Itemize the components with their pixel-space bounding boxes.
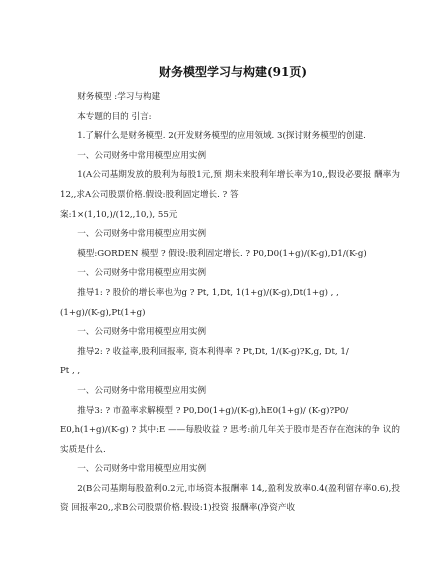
paragraph: 一、公司财务中常用模型应用实例 [77, 385, 207, 396]
page-title: 财务模型学习与构建(91页) [158, 65, 308, 79]
paragraph: (1+g)/(K-g),Pt(1+g) [60, 307, 146, 318]
paragraph: 模型:GORDEN 模型 ? 假设:股利固定增长. ? P0,D0(1+g)/(K-g),D1/(K-g) [77, 248, 367, 259]
paragraph: 一、公司财务中常用模型应用实例 [77, 464, 207, 475]
paragraph: 一、公司财务中常用模型应用实例 [77, 268, 207, 279]
paragraph: 一、公司财务中常用模型应用实例 [77, 229, 207, 240]
paragraph: 一、公司财务中常用模型应用实例 [77, 327, 207, 338]
paragraph: 推导3: ? 市盈率求解模型 ? P0,D0(1+g)/(K-g),hE0(1+g)/ (K-g)?P0/ [77, 405, 349, 416]
paragraph: 案:1×(1,10,)/(12,,10,), 55元 [60, 209, 178, 220]
paragraph: 2(B公司基期每股盈利0.2元,市场资本报酬率 14,,盈利发放率0.4(盈利留存率0.6),投资 回报率20,,求B公司股票价格.假设:1)投资 报酬率(净资产收 [60, 483, 400, 514]
paragraph: 1(A公司基期发放的股利为每股1元,预 期未来股利年增长率为10,,假设必要报 酬率为12,,求A公司股票价格.假设:股利固定增长. ? 答 [60, 170, 400, 200]
document-body [60, 88, 400, 519]
paragraph: 1.了解什么是财务模型. 2(开发财务模型的应用领域. 3(探讨财务模型的创建. [77, 131, 366, 142]
paragraph: 本专题的目的 引言: [77, 111, 152, 122]
paragraph: 一、公司财务中常用模型应用实例 [77, 150, 207, 161]
paragraph: Pt , , [60, 366, 81, 377]
paragraph: 财务模型 :学习与构建 [77, 92, 161, 102]
paragraph: 推导1: ? 股价的增长率也为g ? Pt, 1,Dt, 1(1+g)/(K-g),Dt(1+g) , , [77, 287, 339, 298]
paragraph: E0,h(1+g)/(K-g) ? 其中:E ——每股收益 ? 思考:前几年关于股市是否存在泡沫的争 议的实质是什么. [60, 425, 400, 455]
paragraph: 推导2: ? 收益率,股利回报率, 资本利得率 ? Pt,Dt, 1/(K-g)?K,g, Dt, 1/ [77, 346, 349, 357]
